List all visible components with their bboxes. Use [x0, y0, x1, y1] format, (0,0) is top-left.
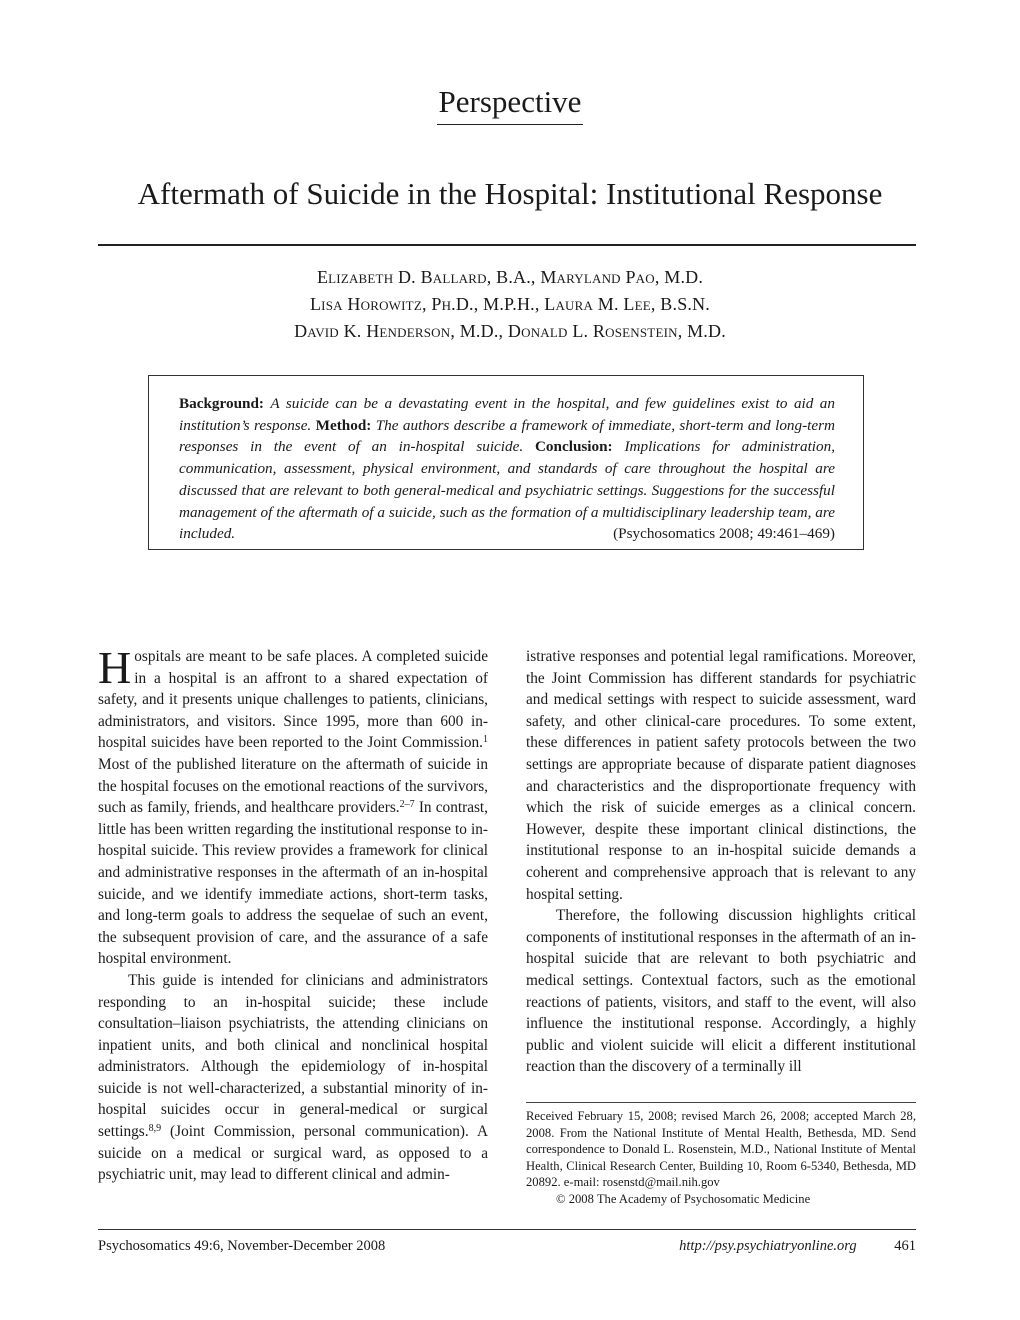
body-paragraph: Therefore, the following discussion highlights critical components of institutional responses in the aftermath of an in-hospital suicide that are relevant to both psychiatric and medical settings. Contextual factors, such as the emotional reactions of patients, visitors, and staff to the event, will also influence the institutional response. Accordingly, a highly public and violent suicide will elicit a different institutional reaction than the discovery of a terminally ill: [526, 907, 916, 1076]
abstract-conclusion-label: Conclusion:: [534, 438, 613, 456]
author-line: Elizabeth D. Ballard, B.A., Maryland Pao, M.D.: [316, 267, 704, 287]
body-text: ospitals are meant to be safe places. A completed suicide in a hospital is an affront to a shared expectation of safety, and it presents unique challenges to patients, clinicians, administrators, and visitors. Since 1995, more than 600 in-hospital suicides have been reported to the Joint Commission.: [98, 648, 488, 752]
author-list: [0, 264, 1020, 345]
abstract-citation: (Psychosomatics 2008; 49:461–469): [613, 525, 835, 543]
body-text: (Joint Commission, personal communication). A suicide on a medical or surgical ward, as opposed to a psychiatric unit, may lead to different clinical and admin-: [98, 1123, 488, 1184]
body-paragraph-continued: [526, 646, 916, 905]
body-column-left: [98, 642, 489, 1186]
footer-right: [679, 1238, 916, 1255]
body-text: This guide is intended for clinicians and administrators responding to an in-hospital suicide; these include consultation–liaison psychiatrists, the attending clinicians on inpatient units, and both clinical and nonclinical hospital administrators. Although the epidemiology of in-hospital suicide is not well-characterized, a substantial minority of in-hospital suicides occur in general-medical or surgical settings.: [98, 971, 488, 1141]
footer-url: http://psy.psychiatryonline.org: [679, 1238, 857, 1254]
abstract-conclusion-text: Implications for administration, communication, assessment, physical environment, and standards of care throughout the hospital are discussed that are relevant to both general-medical and psychiatric settings. Suggestions for the successful management of the aftermath of a suicide, such as the formation of a multidisciplinary leadership team, are included.: [179, 438, 835, 543]
abstract-method-label: Method:: [315, 416, 372, 434]
abstract-box: [148, 375, 864, 550]
body-text: istrative responses and potential legal ramifications. Moreover, the Joint Commission has different standards for psychiatric and medical settings with respect to suicide assessment, ward safety, and other clinical-care procedures. To some extent, these differences in patient safety protocols between the two settings are appropriate because of disparate patient diagnoses and characteristics and the disproportionate frequency with which the risk of suicide emerges as a clinical concern. However, despite these important clinical distinctions, the institutional response to an in-hospital suicide demands a coherent and comprehensive approach that is relevant to any hospital setting.: [526, 648, 916, 903]
body-column-right: [526, 646, 916, 1078]
abstract-background-text: A suicide can be a devastating event in the hospital, and few guidelines exist to aid an institution’s response.: [179, 395, 835, 434]
footer-journal: Psychosomatics 49:6, November-December 2008: [98, 1238, 386, 1254]
body-paragraph: [98, 642, 489, 970]
author-line: David K. Henderson, M.D., Donald L. Rosenstein, M.D.: [294, 321, 726, 341]
citation-ref: 1: [483, 734, 488, 746]
footer-divider: [98, 1229, 916, 1230]
abstract-method-text: The authors describe a framework of immediate, short-term and long-term responses in the event of an in-hospital suicide.: [179, 416, 836, 456]
article-title: Aftermath of Suicide in the Hospital: Institutional Response: [137, 176, 883, 211]
title-divider: [98, 244, 916, 246]
citation-ref: 2–7: [399, 799, 415, 811]
author-line: Lisa Horowitz, Ph.D., M.P.H., Laura M. Lee, B.S.N.: [309, 294, 710, 314]
abstract-background-label: Background:: [179, 395, 264, 412]
body-text: Most of the published literature on the aftermath of suicide in the hospital focuses on the emotional reactions of the survivors, such as family, friends, and healthcare providers.: [98, 755, 488, 817]
section-label: [0, 84, 1020, 125]
citation-ref: 8,9: [148, 1123, 162, 1135]
copyright-note: © 2008 The Academy of Psychosomatic Medicine: [556, 1191, 811, 1206]
body-text: In contrast, little has been written regarding the institutional response to in-hospital suicide. This review provides a framework for clinical and administrative responses in the aftermath of an in-hospital suicide, and we identify immediate actions, short-term tasks, and long-term goals to address the sequelae of such an event, the subsequent provision of care, and the assurance of a safe hospital environment.: [98, 799, 489, 968]
drop-cap: H: [98, 642, 132, 693]
footnote-divider: [526, 1102, 916, 1103]
article-footnote: [526, 1108, 916, 1207]
section-label-text: Perspective: [437, 84, 584, 125]
page-number: 461: [894, 1238, 916, 1254]
received-note: Received February 15, 2008; revised March 26, 2008; accepted March 28, 2008. From the National Institute of Mental Health, Bethesda, MD. Send correspondence to Donald L. Rosenstein, M.D., National Institute of Mental Health, Clinical Research Center, Building 10, Room 6-5340, Bethesda, MD 20892. e-mail: rosenstd@mail.nih.gov: [526, 1109, 916, 1189]
body-paragraph: [98, 970, 488, 1186]
